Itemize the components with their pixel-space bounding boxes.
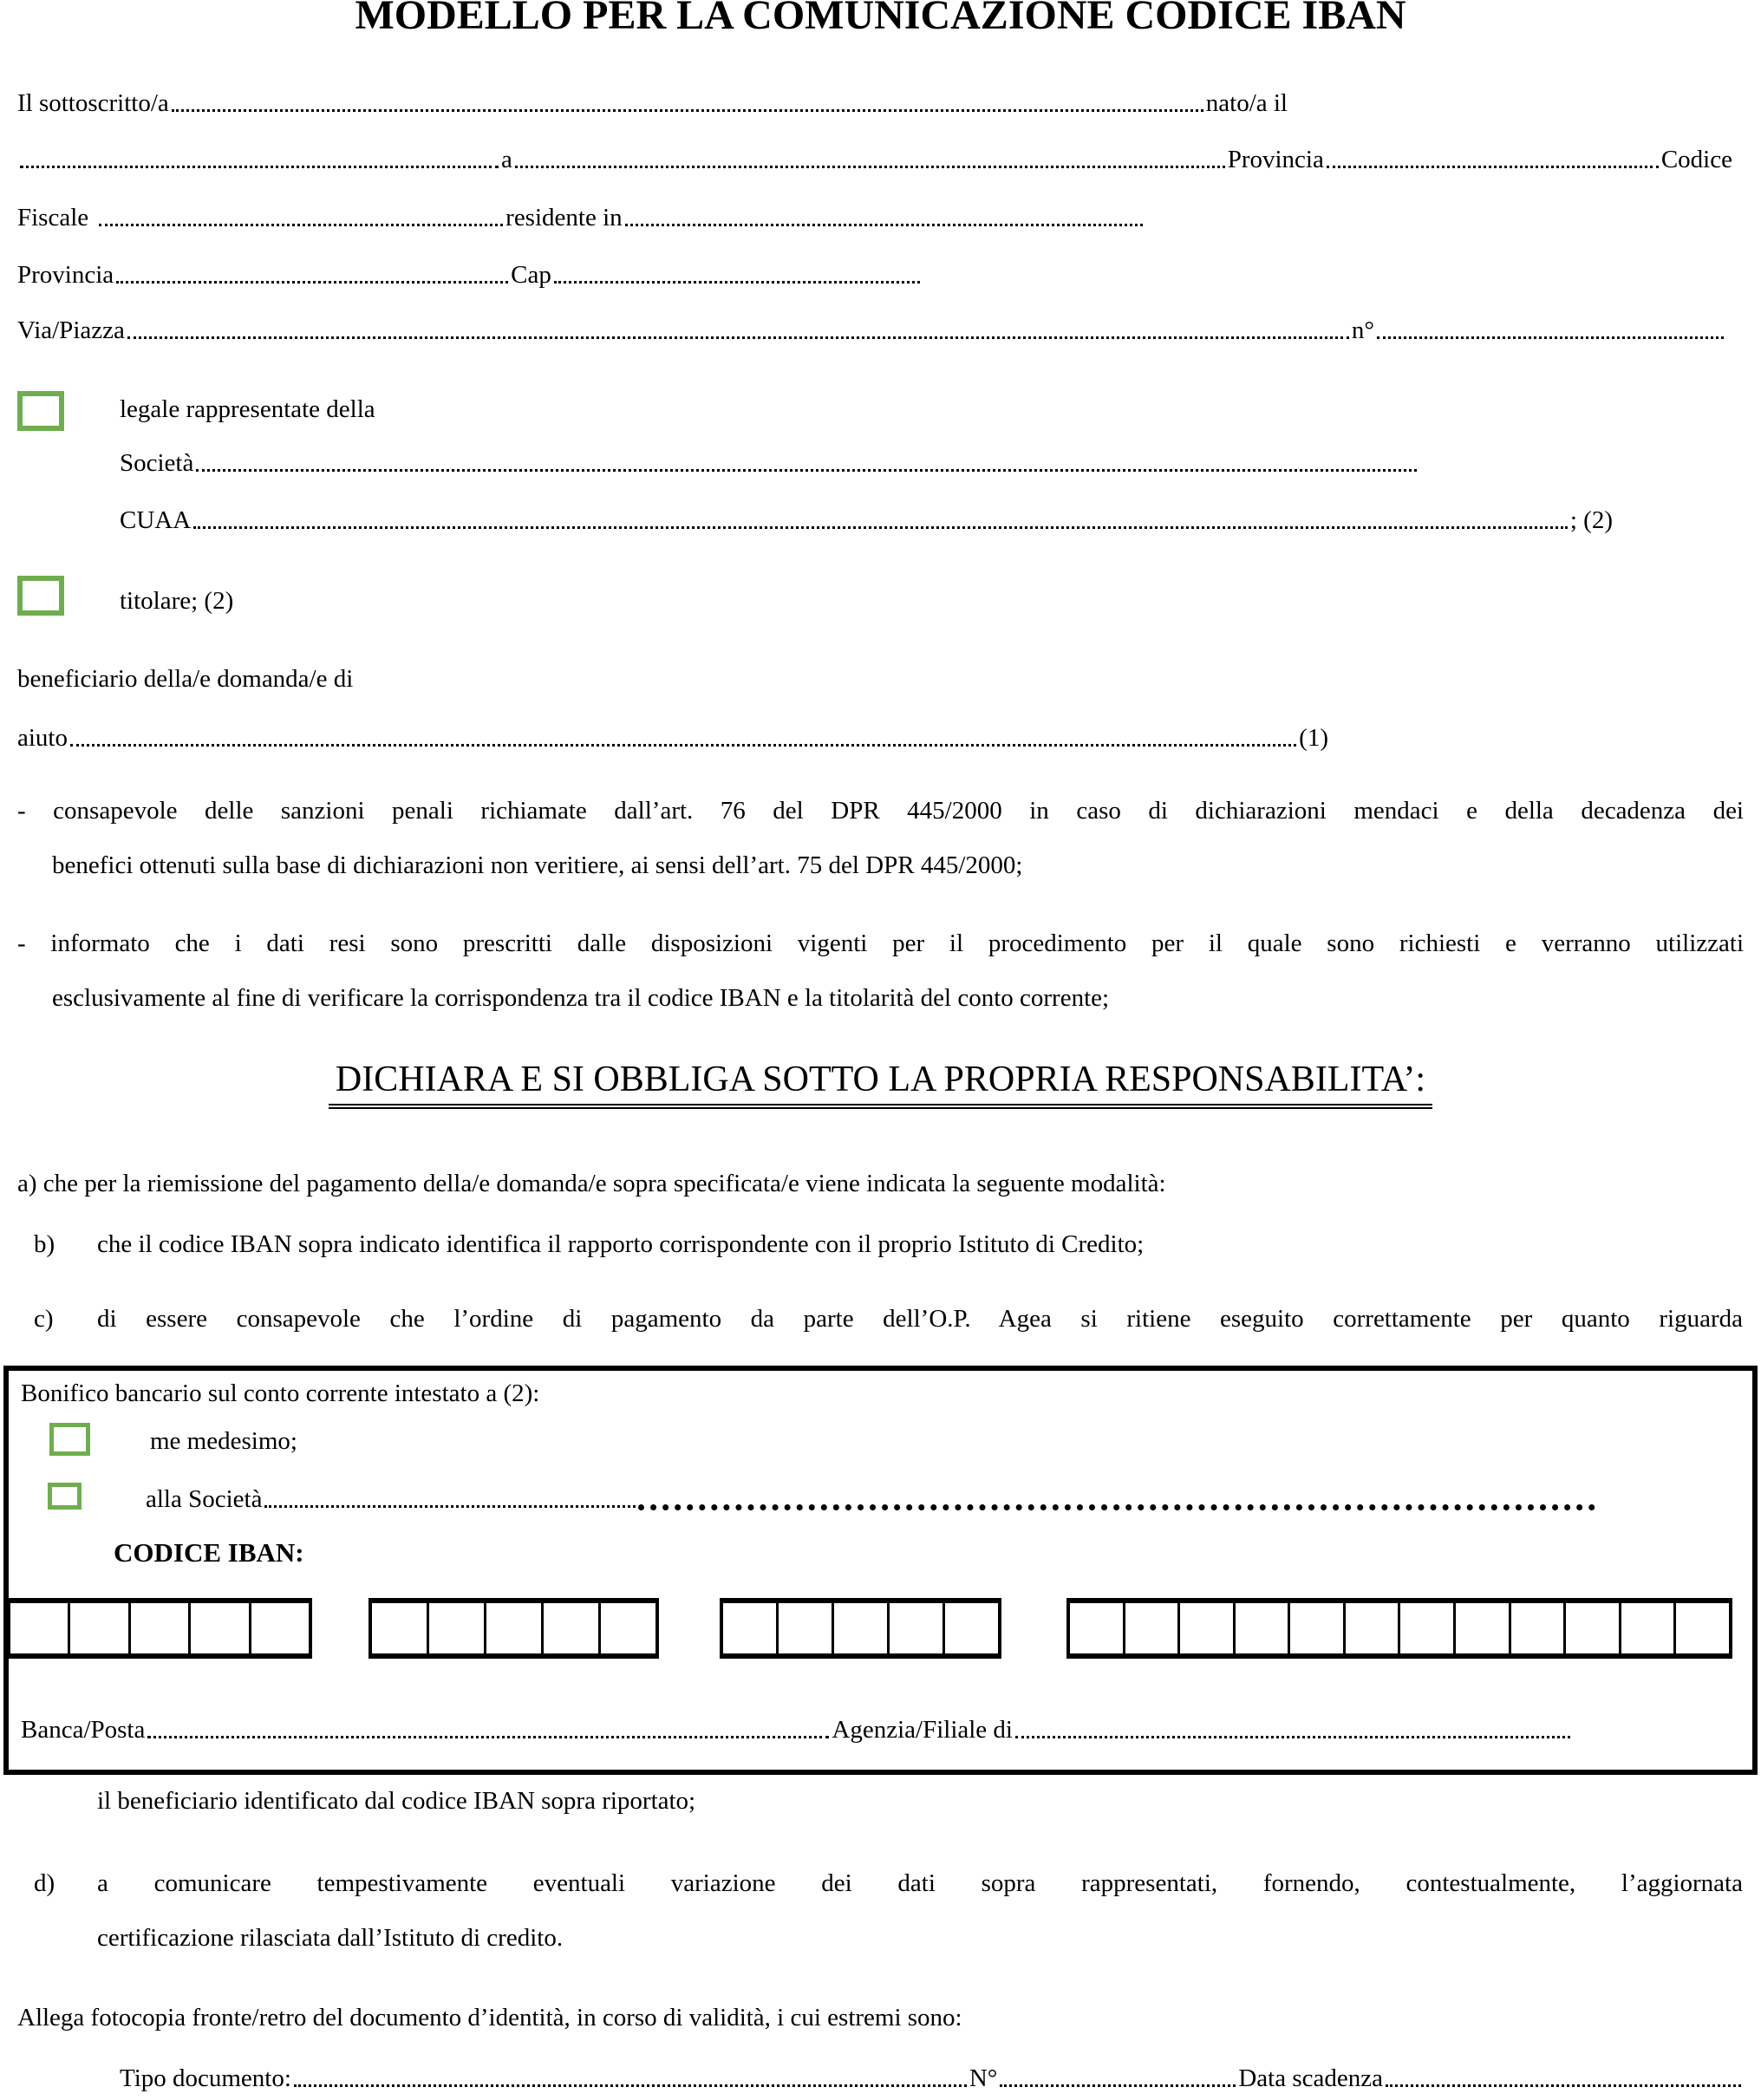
- premise-2-line-1: - informato che i dati resi sono prescritti dalle disposizioni vigenti per il procedimento per il quale sono richiesti e verranno utilizzati: [17, 929, 1744, 957]
- clause-d-text: a comunicare tempestivamente eventuali variazione dei dati sopra rappresentati, fornendo, contestualmente, l’aggiornata: [97, 1869, 1743, 1897]
- clause-d-line-2: certificazione rilasciata dall’Istituto di credito.: [97, 1924, 564, 1952]
- birthdate-field: [20, 165, 499, 168]
- iban-cell[interactable]: [10, 1603, 68, 1653]
- iban-cell[interactable]: [723, 1603, 776, 1653]
- checkbox-alla-societa[interactable]: [48, 1483, 82, 1510]
- declaration-heading-wrap: [0, 1060, 1761, 1109]
- born-in-label: a: [501, 146, 512, 173]
- checkbox-legale-rappresentante[interactable]: [17, 391, 64, 431]
- agenzia-label: Agenzia/Filiale di: [832, 1716, 1013, 1744]
- societa-label: Società: [120, 449, 194, 477]
- clause-c: [34, 1304, 1743, 1335]
- iban-cell[interactable]: [1288, 1603, 1343, 1653]
- aiuto-field: [70, 743, 1296, 747]
- checkbox-me-medesimo[interactable]: [49, 1423, 90, 1456]
- subscriber-line: [17, 87, 1288, 118]
- iban-cell[interactable]: [1563, 1603, 1619, 1653]
- banca-field: [147, 1735, 829, 1738]
- premise-1-line-2: benefici ottenuti sulla base di dichiarazioni non veritiere, ai sensi dell’art. 75 del DPR 445/2000;: [52, 851, 1023, 879]
- iban-cell[interactable]: [887, 1603, 942, 1653]
- cap-label: Cap: [511, 261, 551, 289]
- via-label: Via/Piazza: [17, 316, 125, 344]
- titolare-label: titolare; (2): [120, 587, 234, 615]
- province-label: Provincia: [1227, 146, 1324, 173]
- numero-field: [1000, 2084, 1236, 2087]
- clause-d: [34, 1868, 1743, 1900]
- cuaa-line: [120, 504, 1613, 535]
- aiuto-suffix: (1): [1299, 724, 1328, 752]
- legale-rappresentante-label: legale rappresentate della: [120, 395, 375, 423]
- residente-label: residente in: [505, 204, 623, 232]
- premise-2-line-2: esclusivamente al fine di verificare la corrispondenza tra il codice IBAN e la titolarità del conto corrente;: [52, 984, 1110, 1012]
- province2-field: [116, 280, 508, 284]
- allega-text: Allega fotocopia fronte/retro del documento d’identità, in corso di validità, i cui estremi sono:: [17, 2004, 962, 2032]
- cuaa-label: CUAA: [120, 506, 192, 534]
- societa-line: [120, 447, 1419, 478]
- province-cap-line: [17, 258, 923, 290]
- banca-line: [21, 1713, 1573, 1745]
- clause-c-text: di essere consapevole che l’ordine di pagamento da parte dell’O.P. Agea si ritiene eseguito correttamente per quanto riguarda: [97, 1305, 1743, 1333]
- subscriber-name-field: [172, 108, 1203, 112]
- iban-cell[interactable]: [1070, 1603, 1123, 1653]
- iban-cell[interactable]: [832, 1603, 887, 1653]
- iban-cell[interactable]: [1398, 1603, 1453, 1653]
- iban-cell[interactable]: [372, 1603, 427, 1653]
- page-title: MODELLO PER LA COMUNICAZIONE CODICE IBAN: [355, 0, 1406, 38]
- beneficiario-label: beneficiario della/e domanda/e di: [17, 665, 354, 693]
- aiuto-line: [17, 721, 1328, 753]
- province-field: [1327, 165, 1659, 168]
- clause-c-continuation: il beneficiario identificato dal codice IBAN sopra riportato;: [97, 1787, 696, 1815]
- street-number-field: [1377, 336, 1724, 339]
- birthplace-line: [17, 143, 1732, 174]
- iban-cell[interactable]: [1453, 1603, 1509, 1653]
- street-line: [17, 314, 1726, 345]
- clause-a: a) che per la riemissione del pagamento della/e domanda/e sopra specificata/e viene indicata la seguente modalità:: [17, 1170, 1166, 1197]
- iban-cell[interactable]: [1673, 1603, 1729, 1653]
- cuaa-field: [193, 525, 1568, 529]
- alla-societa-label: alla Società: [146, 1485, 263, 1513]
- declaration-heading: DICHIARA E SI OBBLIGA SOTTO LA PROPRIA RESPONSABILITA’:: [329, 1060, 1432, 1109]
- born-on-label: nato/a il: [1205, 89, 1288, 117]
- data-scadenza-field: [1386, 2084, 1741, 2087]
- iban-cell[interactable]: [541, 1603, 598, 1653]
- codice-label: Codice: [1660, 146, 1732, 173]
- residence-field: [625, 223, 1143, 226]
- banca-label: Banca/Posta: [21, 1716, 146, 1744]
- clause-b: [34, 1229, 1743, 1261]
- fiscal-code-field: [99, 223, 503, 226]
- agenzia-field: [1015, 1735, 1570, 1738]
- me-medesimo-label: me medesimo;: [150, 1427, 297, 1455]
- iban-cell[interactable]: [1233, 1603, 1288, 1653]
- alla-societa-field-bold: [638, 1503, 1595, 1510]
- checkbox-titolare[interactable]: [17, 576, 64, 616]
- documento-line: [120, 2062, 1744, 2093]
- alla-societa-field: [264, 1504, 636, 1508]
- iban-group-1: [7, 1598, 312, 1659]
- iban-cell[interactable]: [1619, 1603, 1674, 1653]
- clause-c-label: c): [34, 1305, 54, 1333]
- fiscale-label: Fiscale: [17, 204, 89, 232]
- alla-societa-line: [146, 1483, 1595, 1514]
- iban-group-2: [369, 1598, 659, 1659]
- iban-cell[interactable]: [1509, 1603, 1564, 1653]
- iban-cell[interactable]: [128, 1603, 188, 1653]
- societa-field: [196, 468, 1417, 472]
- street-number-label: n°: [1351, 316, 1374, 344]
- iban-group-3: [720, 1598, 1001, 1659]
- clause-b-label: b): [34, 1230, 55, 1258]
- clause-b-text: che il codice IBAN sopra indicato identifica il rapporto corrispondente con il proprio Istituto di Credito;: [97, 1230, 1145, 1258]
- iban-cell[interactable]: [188, 1603, 248, 1653]
- iban-cell[interactable]: [1123, 1603, 1178, 1653]
- iban-cell[interactable]: [598, 1603, 655, 1653]
- data-scadenza-label: Data scadenza: [1238, 2064, 1383, 2092]
- province2-label: Provincia: [17, 261, 114, 289]
- clause-d-label: d): [34, 1869, 55, 1897]
- birthplace-field: [515, 165, 1225, 168]
- numero-label: N°: [969, 2064, 998, 2092]
- street-field: [127, 336, 1349, 339]
- iban-cell[interactable]: [427, 1603, 484, 1653]
- iban-group-4: [1066, 1598, 1732, 1659]
- premise-1-line-1: - consapevole delle sanzioni penali richiamate dall’art. 76 del DPR 445/2000 in caso di dichiarazioni mendaci e della decadenza dei: [17, 797, 1744, 825]
- cuaa-suffix: ; (2): [1569, 506, 1613, 534]
- iban-cell[interactable]: [484, 1603, 541, 1653]
- iban-cell[interactable]: [1343, 1603, 1399, 1653]
- codice-iban-label: CODICE IBAN:: [114, 1537, 304, 1568]
- tipo-documento-field: [294, 2084, 967, 2087]
- aiuto-label: aiuto: [17, 724, 68, 752]
- bonifico-label: Bonifico bancario sul conto corrente intestato a (2):: [21, 1379, 540, 1407]
- iban-cell[interactable]: [249, 1603, 309, 1653]
- iban-cell[interactable]: [68, 1603, 127, 1653]
- fiscal-code-line: [17, 201, 1145, 232]
- iban-cell[interactable]: [1177, 1603, 1233, 1653]
- tipo-documento-label: Tipo documento:: [120, 2064, 291, 2092]
- subscriber-label: Il sottoscritto/a: [17, 89, 169, 117]
- iban-cell[interactable]: [776, 1603, 832, 1653]
- iban-cell[interactable]: [942, 1603, 998, 1653]
- cap-field: [554, 280, 920, 284]
